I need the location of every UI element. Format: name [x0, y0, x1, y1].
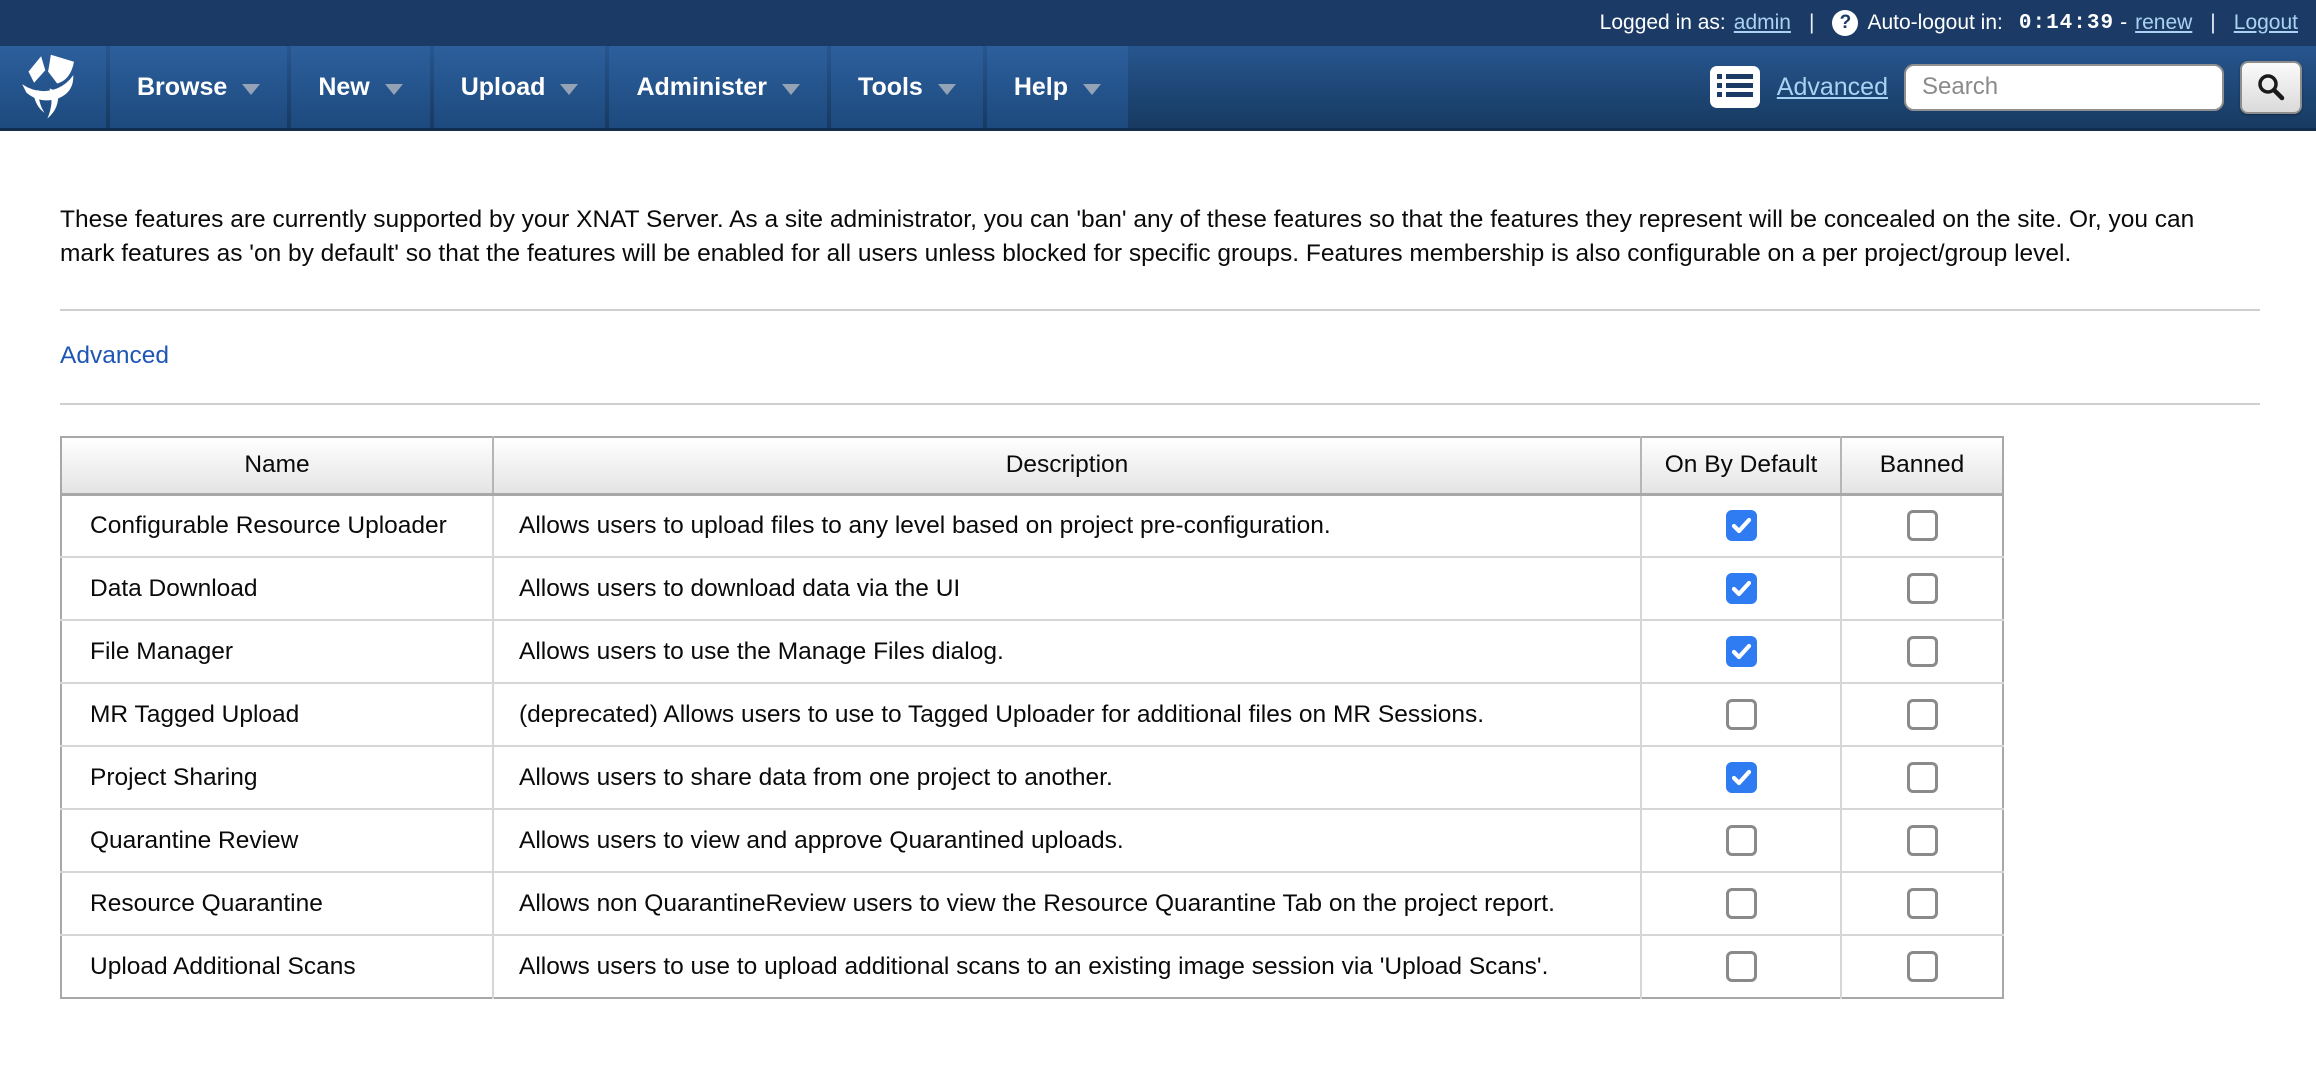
table-header-row	[61, 437, 2003, 494]
column-header-banned: Banned	[1841, 437, 2003, 494]
feature-description: (deprecated) Allows users to use to Tagged Uploader for additional files on MR Sessions.	[493, 683, 1641, 746]
table-row	[61, 494, 2003, 557]
utility-topbar	[0, 0, 2316, 46]
autologout-label: Auto-logout in:	[1867, 11, 2003, 34]
nav-item-label: Help	[1013, 72, 1069, 101]
separator: |	[1808, 11, 1815, 34]
on-by-default-checkbox[interactable]	[1726, 510, 1757, 541]
features-table	[60, 436, 2004, 999]
renew-link[interactable]: renew	[2135, 11, 2193, 34]
table-row	[61, 872, 2003, 935]
on-by-default-checkbox[interactable]	[1726, 825, 1757, 856]
on-by-default-checkbox[interactable]	[1726, 636, 1757, 667]
divider	[60, 309, 2260, 311]
column-header-on-by-default: On By Default	[1641, 437, 1841, 494]
feature-description: Allows users to use the Manage Files dialog.	[493, 620, 1641, 683]
autologout-timer: 0:14:39	[2018, 11, 2115, 35]
logout-link[interactable]: Logout	[2233, 11, 2298, 34]
banned-checkbox[interactable]	[1907, 573, 1938, 604]
nav-search-group	[1709, 46, 2316, 128]
on-by-default-checkbox[interactable]	[1726, 699, 1757, 730]
advanced-features-link[interactable]: Advanced	[60, 342, 169, 369]
nav-item-label: Tools	[858, 72, 923, 101]
feature-description: Allows users to use to upload additional scans to an existing image session via 'Upload Scans'.	[493, 935, 1641, 998]
feature-name: Configurable Resource Uploader	[61, 494, 493, 557]
advanced-search-link[interactable]: Advanced	[1776, 72, 1888, 101]
nav-menu-group	[0, 46, 1132, 128]
table-row	[61, 683, 2003, 746]
on-by-default-checkbox[interactable]	[1726, 951, 1757, 982]
banned-checkbox[interactable]	[1907, 699, 1938, 730]
column-header-description: Description	[493, 437, 1641, 494]
nav-item-label: New	[318, 72, 370, 101]
separator: |	[2210, 11, 2216, 34]
feature-name: Project Sharing	[61, 746, 493, 809]
feature-name: Upload Additional Scans	[61, 935, 493, 998]
search-button[interactable]	[2240, 61, 2302, 114]
banned-checkbox[interactable]	[1907, 510, 1938, 541]
question-circle-icon[interactable]: ?	[1832, 10, 1858, 36]
page-content	[0, 203, 2316, 999]
column-header-name: Name	[61, 437, 493, 494]
feature-description: Allows non QuarantineReview users to view the Resource Quarantine Tab on the project report.	[493, 872, 1641, 935]
nav-item-browse[interactable]	[110, 46, 287, 128]
feature-description: Allows users to share data from one project to another.	[493, 746, 1641, 809]
nav-item-label: Browse	[137, 72, 228, 101]
search-icon	[2256, 72, 2286, 102]
xnat-logo	[18, 51, 88, 123]
feature-description: Allows users to upload files to any level based on project pre-configuration.	[493, 494, 1641, 557]
nav-item-tools[interactable]	[831, 46, 983, 128]
feature-name: Resource Quarantine	[61, 872, 493, 935]
username-link[interactable]: admin	[1733, 11, 1791, 34]
chevron-down-icon	[560, 84, 578, 95]
banned-checkbox[interactable]	[1907, 888, 1938, 919]
nav-item-upload[interactable]	[434, 46, 606, 128]
dash-text: -	[2120, 11, 2128, 34]
logged-in-label: Logged in as:	[1599, 11, 1726, 34]
on-by-default-checkbox[interactable]	[1726, 762, 1757, 793]
feature-description: Allows users to download data via the UI	[493, 557, 1641, 620]
feature-name: Quarantine Review	[61, 809, 493, 872]
banned-checkbox[interactable]	[1907, 636, 1938, 667]
table-row	[61, 809, 2003, 872]
stored-search-list-icon[interactable]	[1709, 65, 1761, 109]
nav-item-administer[interactable]	[609, 46, 827, 128]
table-row	[61, 935, 2003, 998]
chevron-down-icon	[385, 84, 403, 95]
divider	[60, 403, 2260, 405]
feature-name: File Manager	[61, 620, 493, 683]
on-by-default-checkbox[interactable]	[1726, 573, 1757, 604]
search-input[interactable]	[1904, 64, 2224, 111]
table-row	[61, 557, 2003, 620]
features-intro-text: These features are currently supported by your XNAT Server. As a site administrator, you can 'ban' any of these features so that the features they represent will be concealed on the site. Or, you can mark features as 'on by default' so that the features will be enabled for all users unless blocked for specific groups. Features membership is also configurable on a per project/group level.	[60, 206, 2195, 267]
table-row	[61, 620, 2003, 683]
chevron-down-icon	[938, 84, 956, 95]
banned-checkbox[interactable]	[1907, 951, 1938, 982]
table-row	[61, 746, 2003, 809]
home-logo-button[interactable]	[0, 46, 106, 128]
feature-name: MR Tagged Upload	[61, 683, 493, 746]
nav-item-help[interactable]	[987, 46, 1128, 128]
chevron-down-icon	[782, 84, 800, 95]
nav-item-label: Upload	[460, 72, 546, 101]
banned-checkbox[interactable]	[1907, 825, 1938, 856]
on-by-default-checkbox[interactable]	[1726, 888, 1757, 919]
nav-item-new[interactable]	[291, 46, 429, 128]
chevron-down-icon	[242, 84, 260, 95]
banned-checkbox[interactable]	[1907, 762, 1938, 793]
nav-item-label: Administer	[636, 72, 768, 101]
chevron-down-icon	[1083, 84, 1101, 95]
main-navbar	[0, 46, 2316, 131]
feature-description: Allows users to view and approve Quarantined uploads.	[493, 809, 1641, 872]
feature-name: Data Download	[61, 557, 493, 620]
